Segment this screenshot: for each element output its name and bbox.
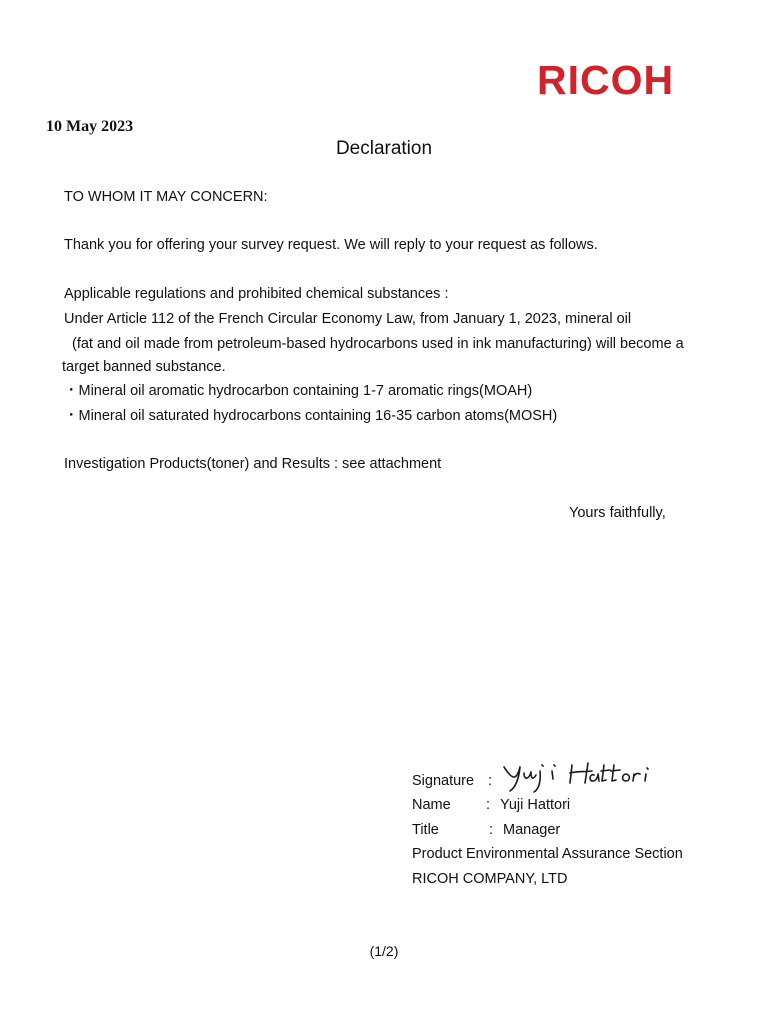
company-name: RICOH COMPANY, LTD <box>412 871 568 887</box>
name-label: Name <box>412 797 451 813</box>
name-separator: : <box>486 797 491 813</box>
closing-line: Yours faithfully, <box>569 505 666 521</box>
ricoh-logo: RICOH <box>537 57 675 103</box>
regulation-line-1: Under Article 112 of the French Circular Economy Law, from January 1, 2023, mineral oil <box>64 311 632 327</box>
regulation-line-3: target banned substance. <box>62 359 226 375</box>
signature-label: Signature <box>412 773 475 789</box>
title-separator: : <box>489 822 494 838</box>
salutation: TO WHOM IT MAY CONCERN: <box>64 189 268 205</box>
substance-item-moah: ・Mineral oil aromatic hydrocarbon containing 1-7 aromatic rings(MOAH) <box>64 383 533 399</box>
signature-separator: : <box>488 773 493 789</box>
regulation-line-2: (fat and oil made from petroleum-based hydrocarbons used in ink manufacturing) will become a <box>72 336 684 352</box>
name-value: Yuji Hattori <box>500 797 571 813</box>
page-number: (1/2) <box>369 943 399 959</box>
substance-item-mosh: ・Mineral oil saturated hydrocarbons containing 16-35 carbon atoms(MOSH) <box>64 408 558 424</box>
regulations-heading: Applicable regulations and prohibited chemical substances : <box>64 286 449 302</box>
intro-paragraph: Thank you for offering your survey request. We will reply to your request as follows. <box>64 237 598 253</box>
title-label: Title <box>412 822 439 838</box>
section-name: Product Environmental Assurance Section <box>412 846 683 862</box>
document-date: 10 May 2023 <box>46 118 134 135</box>
document-title: Declaration <box>335 138 433 159</box>
investigation-line: Investigation Products(toner) and Results : see attachment <box>64 456 442 472</box>
handwritten-signature <box>498 759 668 795</box>
title-value: Manager <box>503 822 561 838</box>
